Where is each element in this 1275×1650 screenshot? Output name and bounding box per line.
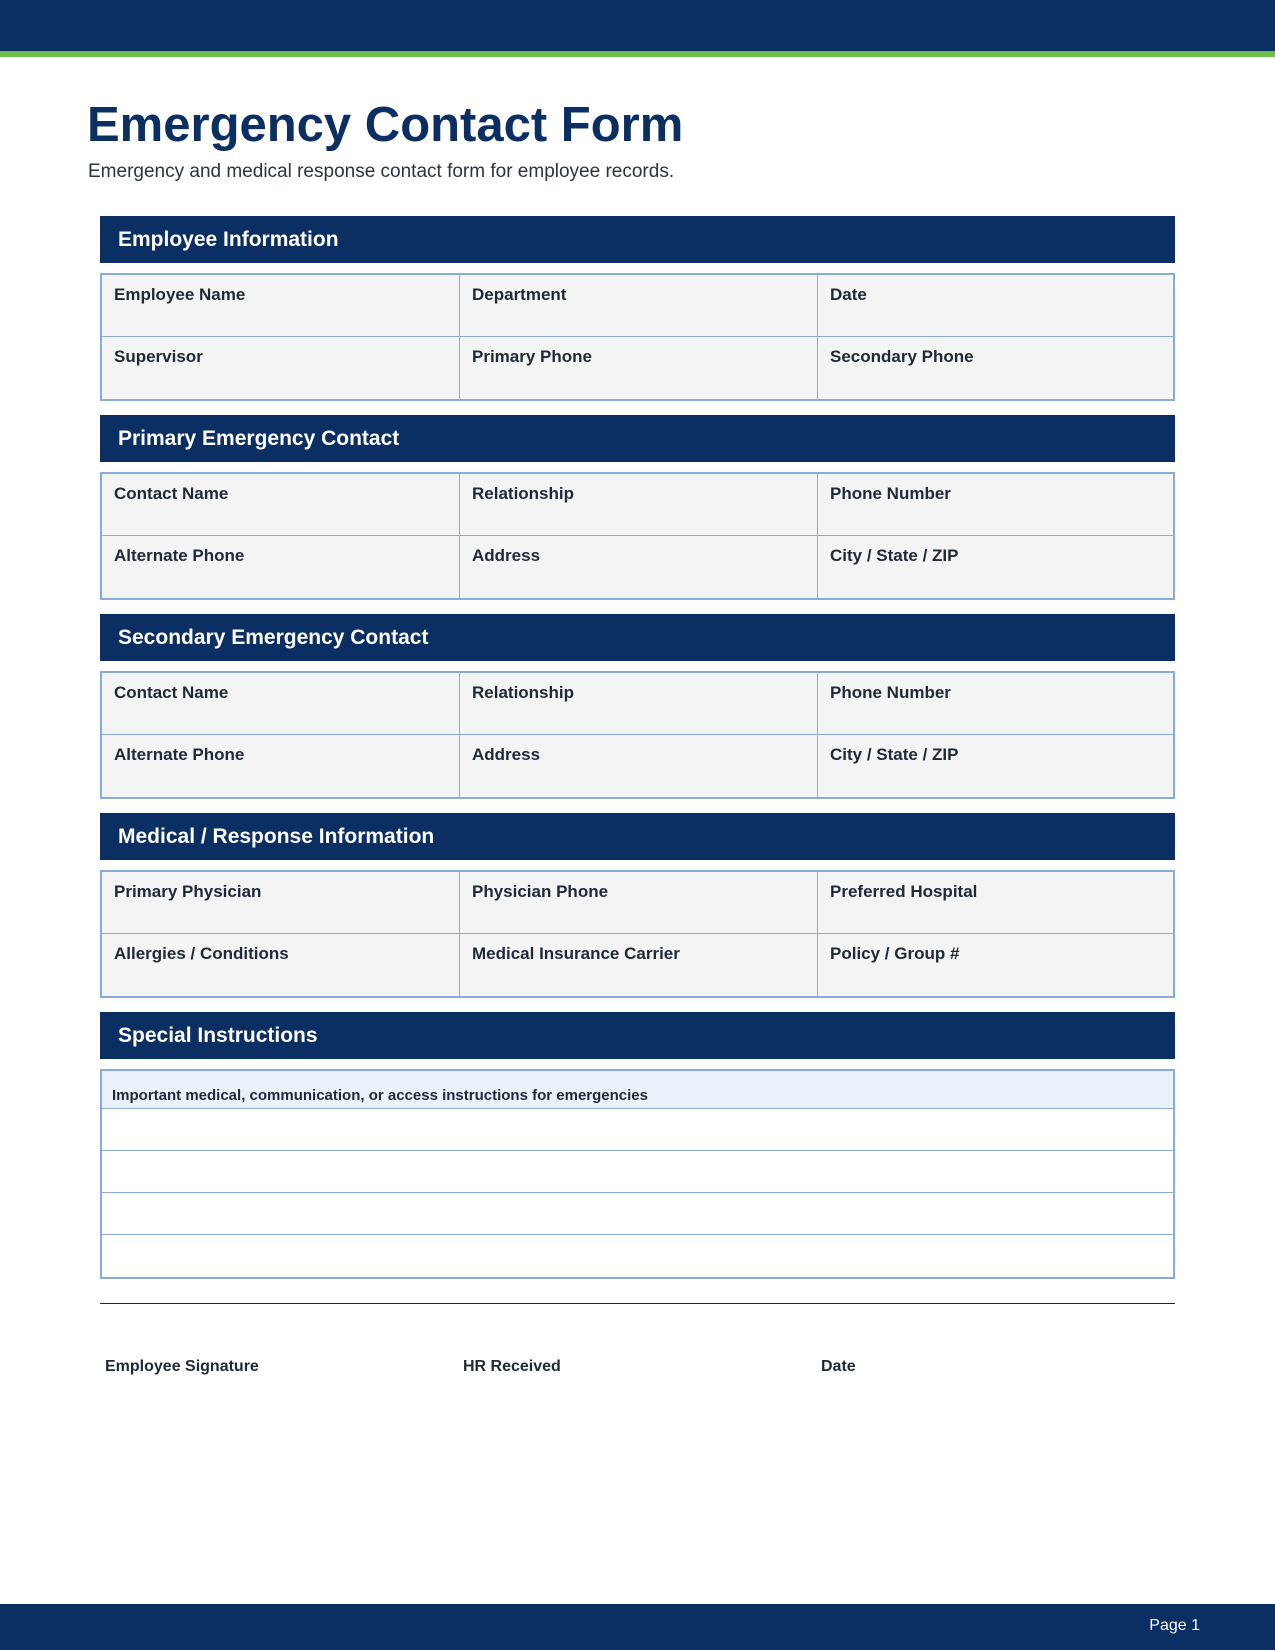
field-relationship[interactable]: Relationship — [460, 474, 818, 536]
field-alternate-phone[interactable]: Alternate Phone — [102, 735, 460, 797]
section-title: Employee Information — [100, 216, 1175, 263]
section-title: Medical / Response Information — [100, 813, 1175, 860]
field-contact-name[interactable]: Contact Name — [102, 474, 460, 536]
instructions-line-3[interactable] — [102, 1193, 1173, 1235]
section-title: Primary Emergency Contact — [100, 415, 1175, 462]
signature-rule — [100, 1303, 1175, 1304]
field-employee-name[interactable]: Employee Name — [102, 275, 460, 337]
field-primary-physician[interactable]: Primary Physician — [102, 872, 460, 934]
header-accent-line — [0, 51, 1275, 57]
section-title: Secondary Emergency Contact — [100, 614, 1175, 661]
field-primary-phone[interactable]: Primary Phone — [460, 337, 818, 399]
header-bar — [0, 0, 1275, 51]
field-medical-insurance-carrier[interactable]: Medical Insurance Carrier — [460, 934, 818, 996]
section-employee-information — [100, 216, 1175, 401]
field-secondary-phone[interactable]: Secondary Phone — [818, 337, 1173, 399]
field-grid — [100, 671, 1175, 799]
section-title: Special Instructions — [100, 1012, 1175, 1059]
field-allergies-conditions[interactable]: Allergies / Conditions — [102, 934, 460, 996]
field-policy-group-number[interactable]: Policy / Group # — [818, 934, 1173, 996]
field-phone-number[interactable]: Phone Number — [818, 474, 1173, 536]
field-address[interactable]: Address — [460, 735, 818, 797]
field-supervisor[interactable]: Supervisor — [102, 337, 460, 399]
field-relationship[interactable]: Relationship — [460, 673, 818, 735]
footer-bar — [0, 1604, 1275, 1650]
field-physician-phone[interactable]: Physician Phone — [460, 872, 818, 934]
page-number: Page 1 — [1149, 1617, 1200, 1634]
field-date[interactable]: Date — [818, 275, 1173, 337]
field-grid — [100, 472, 1175, 600]
section-primary-emergency-contact — [100, 415, 1175, 600]
field-contact-name[interactable]: Contact Name — [102, 673, 460, 735]
field-department[interactable]: Department — [460, 275, 818, 337]
special-instructions-label: Important medical, communication, or access instructions for emergencies — [102, 1071, 1173, 1109]
instructions-line-4[interactable] — [102, 1235, 1173, 1277]
hr-received-label: HR Received — [463, 1358, 561, 1375]
signature-date-label: Date — [821, 1358, 856, 1375]
field-phone-number[interactable]: Phone Number — [818, 673, 1173, 735]
field-preferred-hospital[interactable]: Preferred Hospital — [818, 872, 1173, 934]
section-secondary-emergency-contact — [100, 614, 1175, 799]
field-grid — [100, 870, 1175, 998]
instructions-line-2[interactable] — [102, 1151, 1173, 1193]
employee-signature-label: Employee Signature — [105, 1358, 259, 1375]
field-city-state-zip[interactable]: City / State / ZIP — [818, 536, 1173, 598]
field-city-state-zip[interactable]: City / State / ZIP — [818, 735, 1173, 797]
field-grid — [100, 273, 1175, 401]
section-medical-response-information — [100, 813, 1175, 998]
page-title: Emergency Contact Form — [87, 98, 684, 152]
section-special-instructions — [100, 1012, 1175, 1279]
field-alternate-phone[interactable]: Alternate Phone — [102, 536, 460, 598]
field-address[interactable]: Address — [460, 536, 818, 598]
instructions-line-1[interactable] — [102, 1109, 1173, 1151]
page-subtitle: Emergency and medical response contact form for employee records. — [88, 161, 675, 182]
special-instructions-box — [100, 1069, 1175, 1279]
